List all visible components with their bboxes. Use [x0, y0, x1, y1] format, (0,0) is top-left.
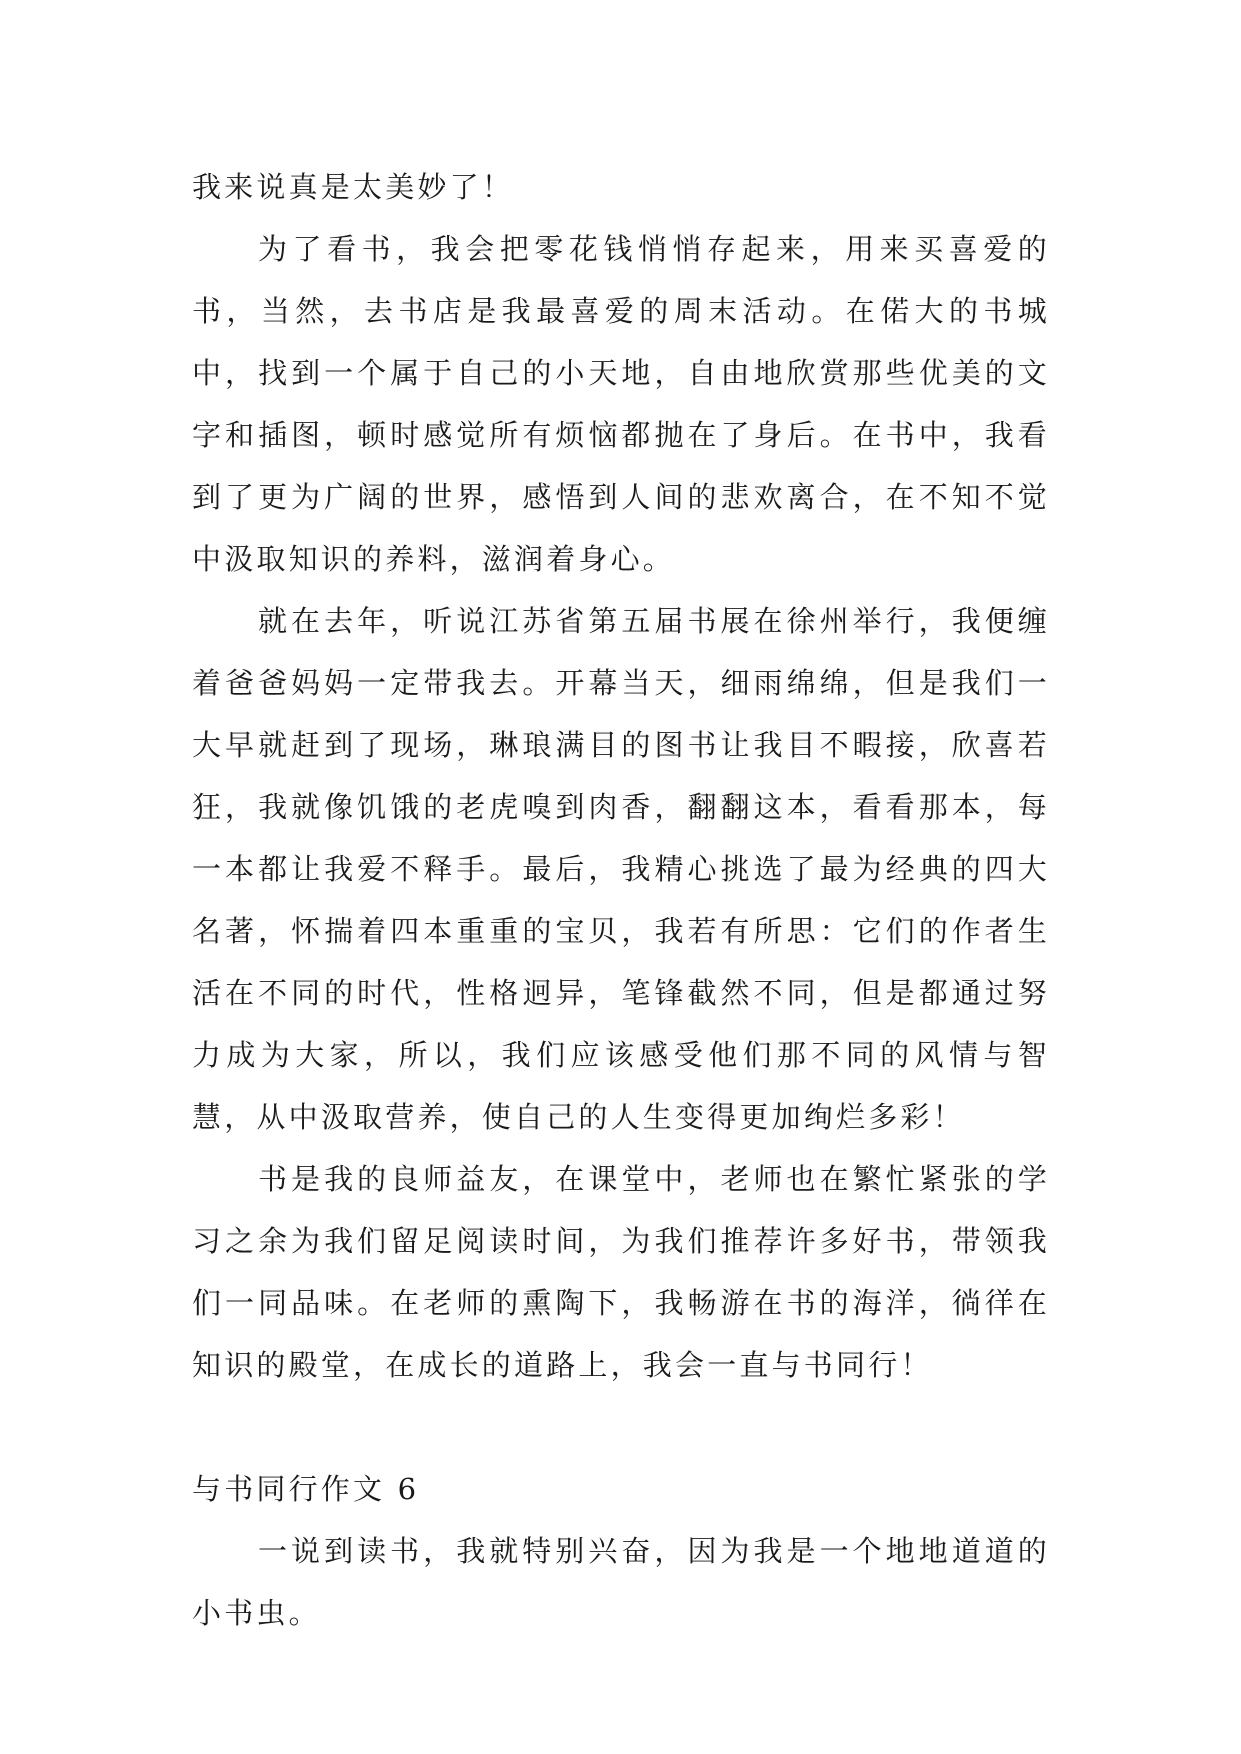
paragraph-book-fair: 就在去年，听说江苏省第五届书展在徐州举行，我便缠着爸爸妈妈一定带我去。开幕当天，细雨绵绵，但是我们一大早就赶到了现场，琳琅满目的图书让我目不暇接，欣喜若狂，我就像饥饿的老虎嗅到肉香，翻翻这本，看看那本，每一本都让我爱不释手。最后，我精心挑选了最为经典的四大名著，怀揣着四本重重的宝贝，我若有所思：它们的作者生活在不同的时代，性格迥异，笔锋截然不同，但是都通过努力成为大家，所以，我们应该感受他们那不同的风情与智慧，从中汲取营养，使自己的人生变得更加绚烂多彩！ — [192, 604, 1050, 1134]
paragraph-teacher: 书是我的良师益友，在课堂中，老师也在繁忙紧张的学习之余为我们留足阅读时间，为我们推荐许多好书，带领我们一同品味。在老师的熏陶下，我畅游在书的海洋，徜徉在知识的殿堂，在成长的道路上，我会一直与书同行！ — [192, 1162, 1050, 1382]
paragraph-continuation: 我来说真是太美妙了！ — [192, 170, 515, 204]
paragraph-section-intro: 一说到读书，我就特别兴奋，因为我是一个地地道道的小书虫。 — [192, 1534, 1050, 1630]
section-title: 与书同行作文 6 — [192, 1472, 420, 1506]
paragraph-buying-books: 为了看书，我会把零花钱悄悄存起来，用来买喜爱的书，当然，去书店是我最喜爱的周末活动。在偌大的书城中，找到一个属于自己的小天地，自由地欣赏那些优美的文字和插图，顿时感觉所有烦恼都抛在了身后。在书中，我看到了更为广阔的世界，感悟到人间的悲欢离合，在不知不觉中汲取知识的养料，滋润着身心。 — [192, 232, 1050, 576]
document-body — [192, 156, 1050, 1644]
